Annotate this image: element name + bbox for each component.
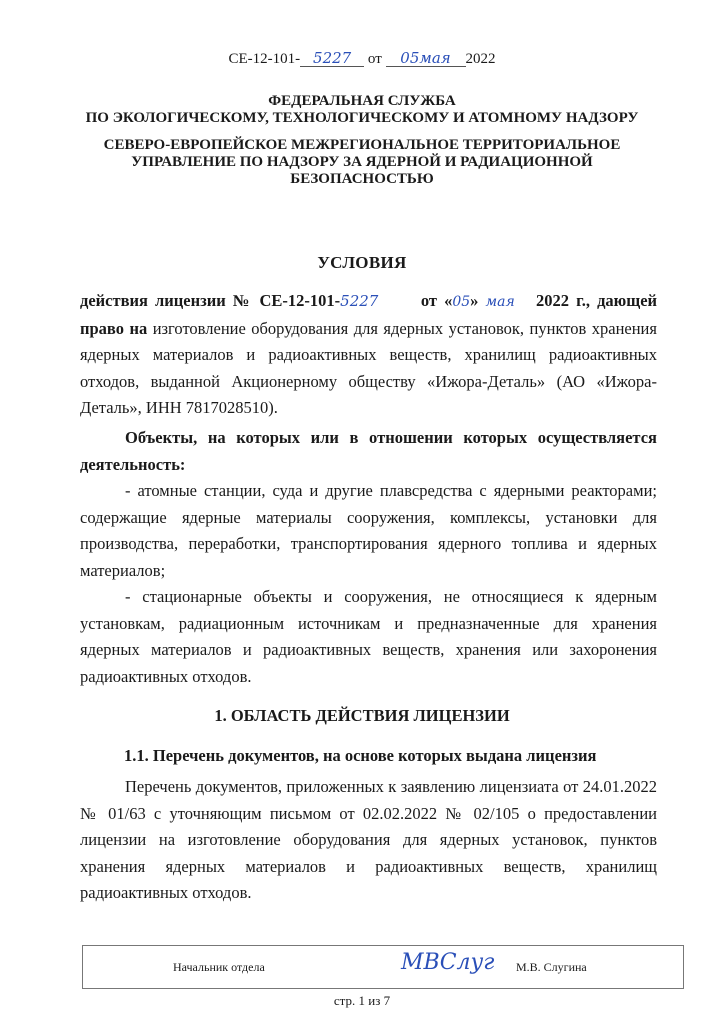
license-from-open: от «	[420, 291, 453, 310]
dept-line-1: СЕВЕРО-ЕВРОПЕЙСКОЕ МЕЖРЕГИОНАЛЬНОЕ ТЕРРИТОРИАЛЬНОЕ	[103, 137, 621, 153]
registration-number-line	[0, 51, 724, 68]
department-header	[0, 137, 724, 188]
objects-item-2: - стационарные объекты и сооружения, не относящиеся к ядерным установкам, радиационным источникам и предназначенные для хранения ядерных материалов и радиоактивных веществ, хранения или захоронения радиоактивных отходов.	[80, 587, 657, 686]
subsection-1-1-title: 1.1. Перечень документов, на основе которых выдана лицензия	[124, 746, 597, 765]
objects-item-1: - атомные станции, суда и другие плавсредства с ядерными реакторами; содержащие ядерные материалы сооружения, комплексы, установки для производства, переработки, транспортирования ядерного топлива и ядерных материалов;	[80, 481, 657, 580]
agency-header	[0, 93, 724, 127]
license-prefix: действия лицензии № СЕ-12-101-	[80, 291, 341, 310]
intro-paragraph	[80, 288, 657, 422]
document-title: УСЛОВИЯ	[317, 253, 407, 272]
signer-role: Начальник отдела	[173, 960, 265, 974]
section-1-1-text: Перечень документов, приложенных к заявлению лицензиата от 24.01.2022 № 01/63 с уточняющим письмом от 02.02.2022 № 02/105 о предоставлении лицензии на изготовление оборудования для ядерных установок, пунктов хранения ядерных материалов и радиоактивных веществ, хранилищ радиоактивных отходов.	[80, 777, 657, 902]
license-month-handwritten: мая	[485, 294, 515, 310]
dept-line-3: БЕЗОПАСНОСТЬЮ	[290, 171, 434, 187]
reg-year: 2022	[465, 51, 496, 67]
license-scope-text: изготовление оборудования для ядерных установок, пунктов хранения ядерных материалов и радиоактивных веществ, хранилищ радиоактивных отходов, выданной Акционерному обществу «Ижора-Деталь» (АО «Ижора-Деталь», ИНН 7817028510).	[80, 318, 657, 417]
reg-date-handwritten: 05мая	[400, 49, 451, 67]
license-year: 2022 г., дающей	[536, 291, 658, 310]
agency-line-1: ФЕДЕРАЛЬНАЯ СЛУЖБА	[268, 93, 456, 109]
reg-from: от	[367, 51, 382, 67]
objects-section	[80, 425, 657, 690]
reg-date-field	[386, 51, 466, 67]
reg-number-field	[300, 51, 364, 67]
license-number-handwritten: 5227	[340, 292, 379, 310]
license-day-handwritten: 05	[452, 294, 471, 310]
license-from-close: »	[470, 291, 479, 310]
agency-line-2: ПО ЭКОЛОГИЧЕСКОМУ, ТЕХНОЛОГИЧЕСКОМУ И АТОМНОМУ НАДЗОРУ	[85, 110, 639, 126]
page-number: стр. 1 из 7	[333, 993, 391, 1008]
signer-name: М.В. Слугина	[516, 960, 587, 974]
reg-number-handwritten: 5227	[313, 49, 352, 67]
section-1-title: 1. ОБЛАСТЬ ДЕЙСТВИЯ ЛИЦЕНЗИИ	[214, 706, 510, 725]
reg-prefix: СЕ-12-101-	[228, 51, 301, 67]
license-right-label: право на	[80, 318, 148, 338]
section-1-1-paragraph	[80, 774, 657, 907]
objects-heading: Объекты, на которых или в отношении которых осуществляется деятельность:	[80, 428, 657, 474]
dept-line-2: УПРАВЛЕНИЕ ПО НАДЗОРУ ЗА ЯДЕРНОЙ И РАДИАЦИОННОЙ	[131, 154, 593, 170]
handwritten-signature: МВСлуг	[401, 950, 495, 975]
signature-box	[82, 945, 684, 989]
